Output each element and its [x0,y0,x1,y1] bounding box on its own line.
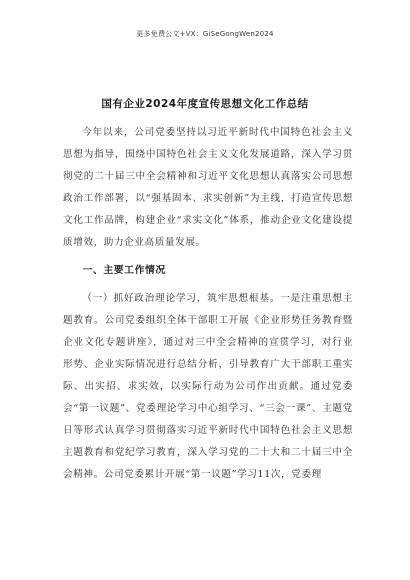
intro-paragraph: 今年以来，公司党委坚持以习近平新时代中国特色社会主义思想为指导，围绕中国特色社会主义文化发展道路，深入学习贯彻党的二十届三中全会精神和习近平文化思想认真落实公司思想政治工作部署，以“强基固本、求实创新”为主线，打造宣传思想文化工作品牌，构建企业“求实文化”体系，推动企业文化建设提质增效，助力企业高质量发展。 [63,127,353,248]
section-heading: 一、主要工作情况 [82,265,166,276]
document-body [63,122,353,486]
section-paragraph: （一）抓好政治理论学习，筑牢思想根基。一是注重思想主题教育。公司党委组织全体干部职工开展《企业形势任务教育暨企业文化专题讲座》，通过对三中全会精神的宣贯学习，对行业形势、企业实际情况进行总结分析，引导教育广大干部职工重实际、出实招、求实效，以实际行动为公司作出贡献。通过党委会“第一议题”、党委理论学习中心组学习、“三会一课”、主题党日等形式认真学习贯彻落实习近平新时代中国特色社会主义思想主题教育和党纪学习教育，深入学习党的二十大和二十届三中全会精神。公司党委累计开展“第一议题”学习11次，党委理 [63,293,353,480]
header-note: 更多免费公文+VX：GiSeGongWen2024 [136,30,274,38]
document-title: 国有企业2024年度宣传思想文化工作总结 [101,98,309,110]
